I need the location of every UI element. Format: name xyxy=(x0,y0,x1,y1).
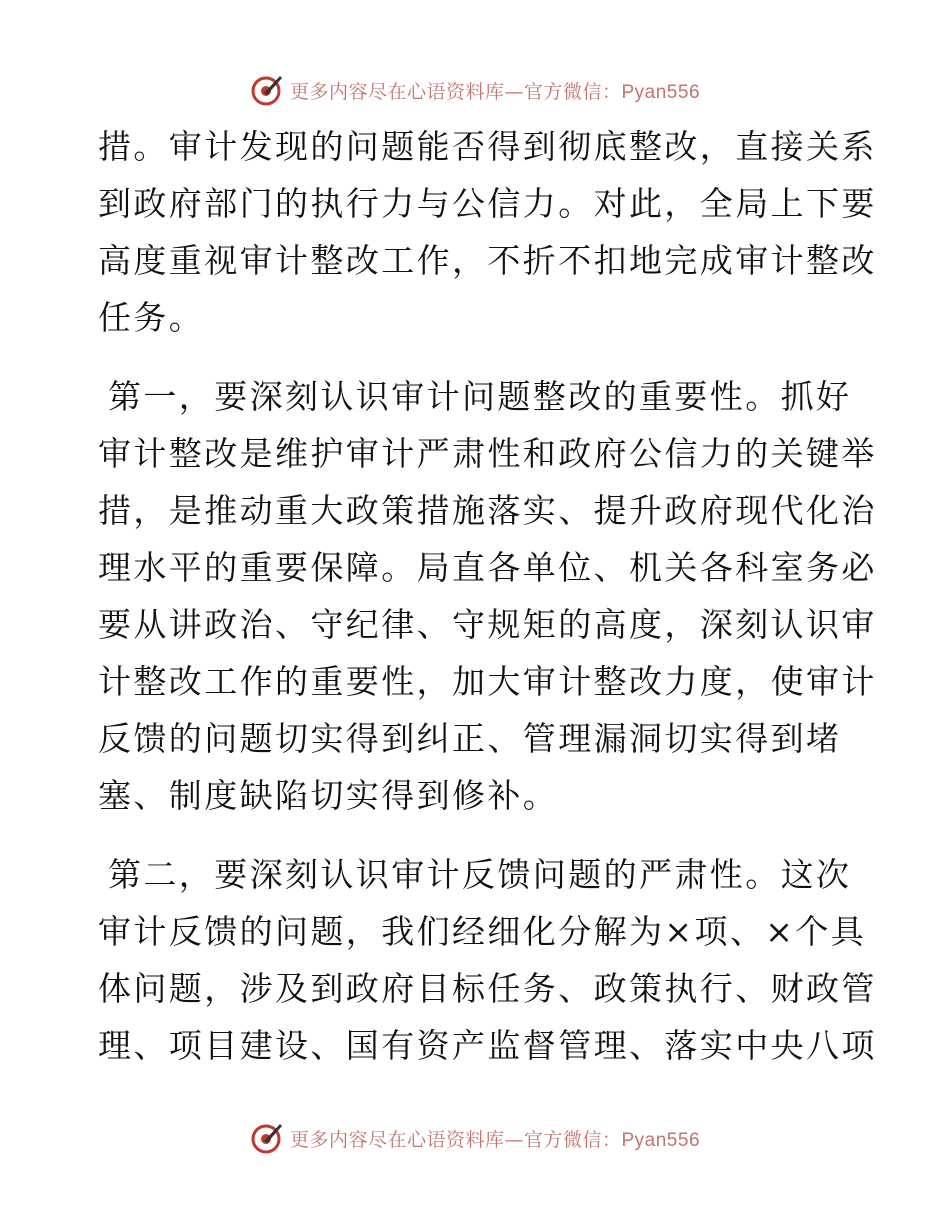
text-line: 任务。 xyxy=(98,298,205,337)
paragraph-3 xyxy=(98,846,877,1074)
text-line: 措，是推动重大政策措施落实、提升政府现代化治 xyxy=(98,491,877,530)
watermark-text: 更多内容尽在心语资料库—官方微信：Pyan556 xyxy=(289,80,701,103)
text-line: 高度重视审计整改工作，不折不扣地完成审计整改 xyxy=(98,241,877,280)
text-line: 理、项目建设、国有资产监督管理、落实中央八项 xyxy=(98,1026,877,1065)
text-line: 第二，要深刻认识审计反馈问题的严肃性。这次 xyxy=(108,855,852,894)
text-line: 审计反馈的问题，我们经细化分解为×项、×个具 xyxy=(98,912,867,951)
text-line: 塞、制度缺陷切实得到修补。 xyxy=(98,776,559,815)
text-line: 反馈的问题切实得到纠正、管理漏洞切实得到堵 xyxy=(98,719,842,758)
paragraph-1 xyxy=(98,118,877,346)
document-body xyxy=(98,118,877,1074)
text-line: 要从讲政治、守纪律、守规矩的高度，深刻认识审 xyxy=(98,605,877,644)
text-line: 理水平的重要保障。局直各单位、机关各科室务必 xyxy=(98,548,877,587)
text-line: 第一，要深刻认识审计问题整改的重要性。抓好 xyxy=(108,377,852,416)
text-line: 体问题，涉及到政府目标任务、政策执行、财政管 xyxy=(98,969,877,1008)
paragraph-2 xyxy=(98,368,877,824)
quill-logo-icon xyxy=(250,73,284,107)
text-line: 计整改工作的重要性，加大审计整改力度，使审计 xyxy=(98,662,877,701)
text-line: 到政府部门的执行力与公信力。对此，全局上下要 xyxy=(98,184,877,223)
text-line: 措。审计发现的问题能否得到彻底整改，直接关系 xyxy=(98,127,877,166)
header-watermark xyxy=(0,70,950,110)
text-line: 审计整改是维护审计严肃性和政府公信力的关键举 xyxy=(98,434,877,473)
footer-watermark xyxy=(0,1118,950,1158)
quill-logo-icon xyxy=(250,1121,284,1155)
watermark-text: 更多内容尽在心语资料库—官方微信：Pyan556 xyxy=(289,1128,701,1151)
